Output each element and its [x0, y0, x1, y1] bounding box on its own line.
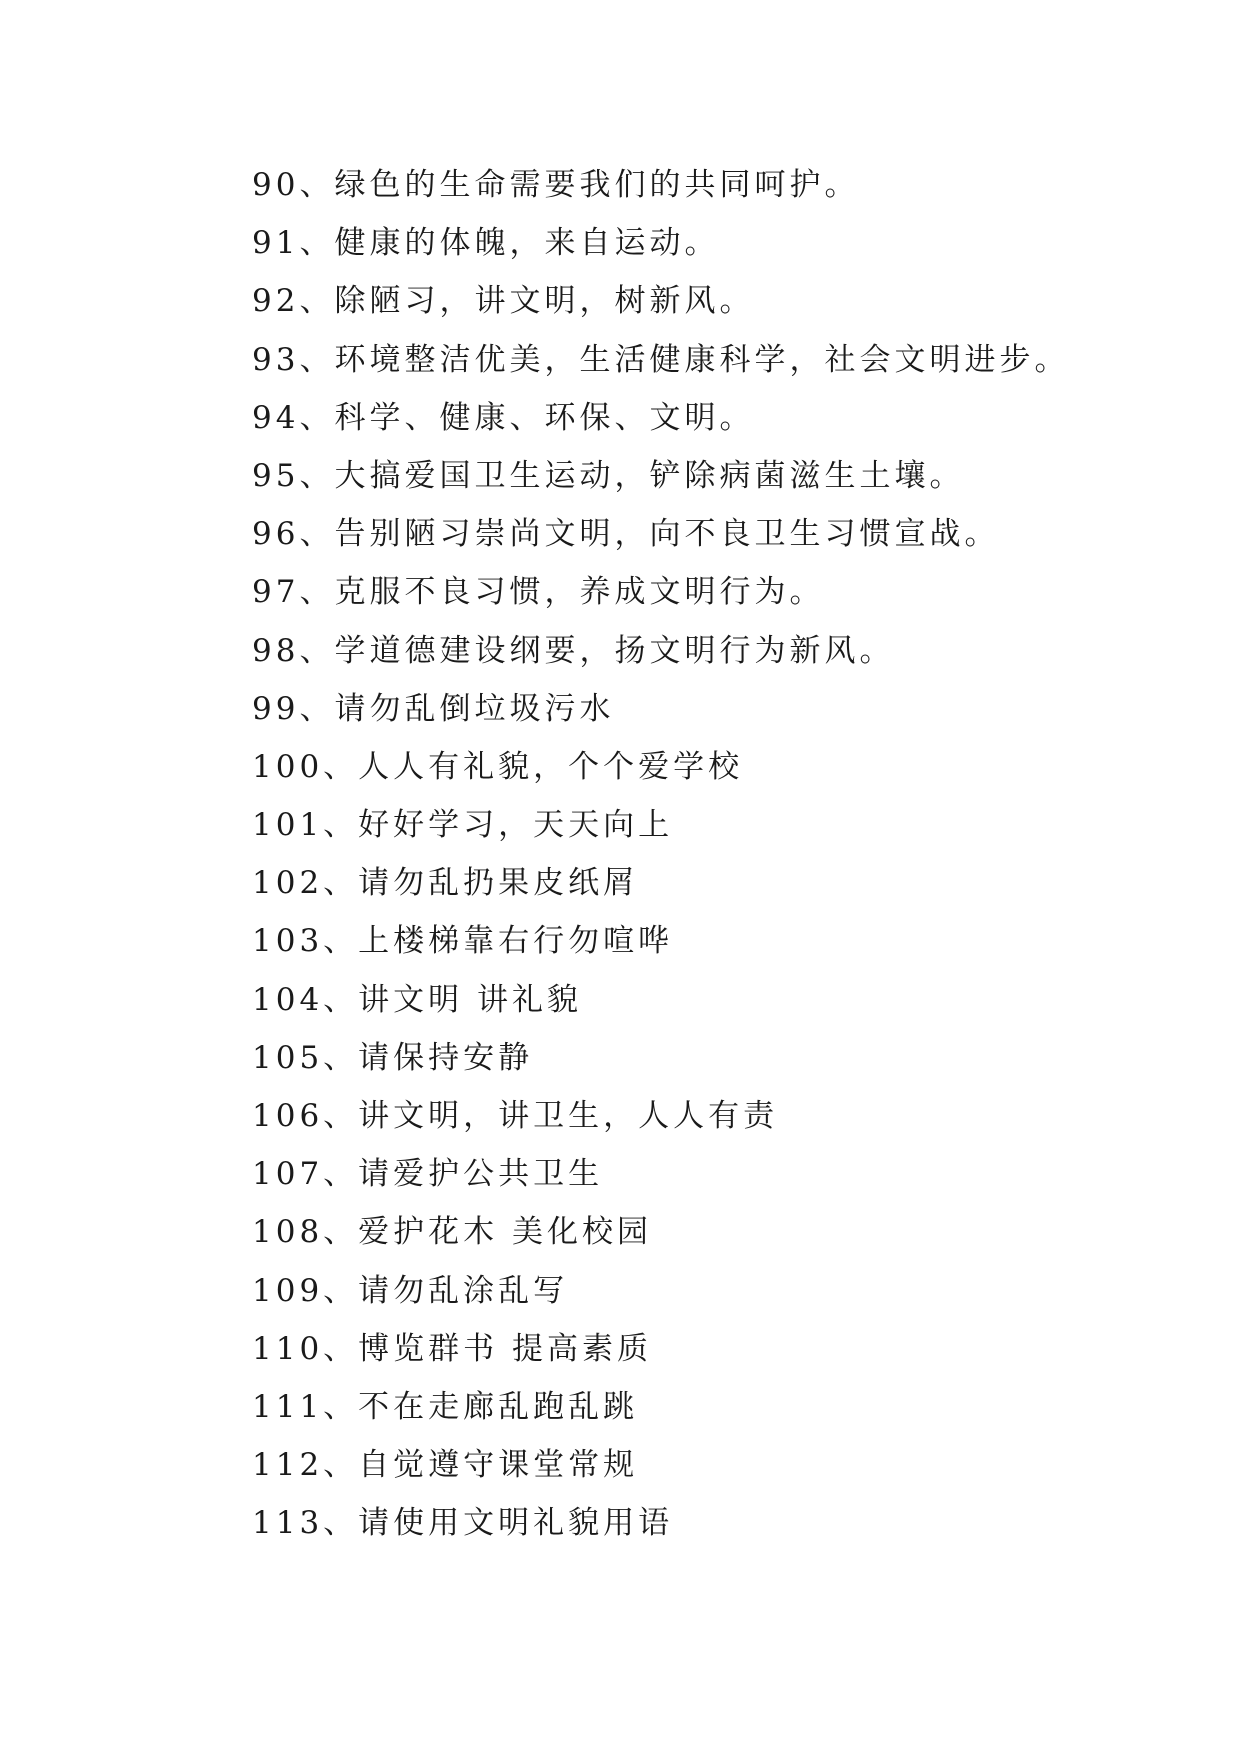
list-item: 99、请勿乱倒垃圾污水	[252, 690, 615, 727]
list-item: 101、好好学习，天天向上	[252, 807, 674, 844]
list-item: 111、不在走廊乱跑乱跳	[252, 1388, 639, 1425]
list-item: 95、大搞爱国卫生运动，铲除病菌滋生土壤。	[252, 457, 965, 494]
list-item: 104、讲文明 讲礼貌	[252, 981, 583, 1018]
list-item: 110、博览群书 提高素质	[252, 1330, 653, 1367]
list-item: 96、告别陋习崇尚文明，向不良卫生习惯宣战。	[252, 516, 1000, 553]
list-item: 105、请保持安静	[252, 1039, 534, 1076]
list-item: 103、上楼梯靠右行勿喧哗	[252, 923, 674, 960]
list-item: 108、爱护花木 美化校园	[252, 1214, 653, 1251]
list-item: 106、讲文明，讲卫生，人人有责	[252, 1098, 779, 1134]
list-item: 102、请勿乱扔果皮纸屑	[252, 865, 639, 902]
list-item: 98、学道德建设纲要，扬文明行为新风。	[252, 632, 895, 669]
list-item: 112、自觉遵守课堂常规	[252, 1447, 639, 1484]
list-item: 90、绿色的生命需要我们的共同呵护。	[252, 167, 860, 203]
list-item: 92、除陋习，讲文明，树新风。	[252, 283, 755, 320]
list-item: 113、请使用文明礼貌用语	[252, 1505, 674, 1542]
list-item: 91、健康的体魄，来自运动。	[252, 225, 720, 262]
list-item: 100、人人有礼貌，个个爱学校	[252, 748, 744, 785]
slogan-list	[252, 156, 1069, 1553]
list-item: 93、环境整洁优美，生活健康科学，社会文明进步。	[252, 341, 1070, 378]
list-item: 107、请爱护公共卫生	[252, 1156, 604, 1193]
list-item: 94、科学、健康、环保、文明。	[252, 399, 755, 436]
list-item: 97、克服不良习惯，养成文明行为。	[252, 574, 825, 611]
list-item: 109、请勿乱涂乱写	[252, 1272, 569, 1309]
